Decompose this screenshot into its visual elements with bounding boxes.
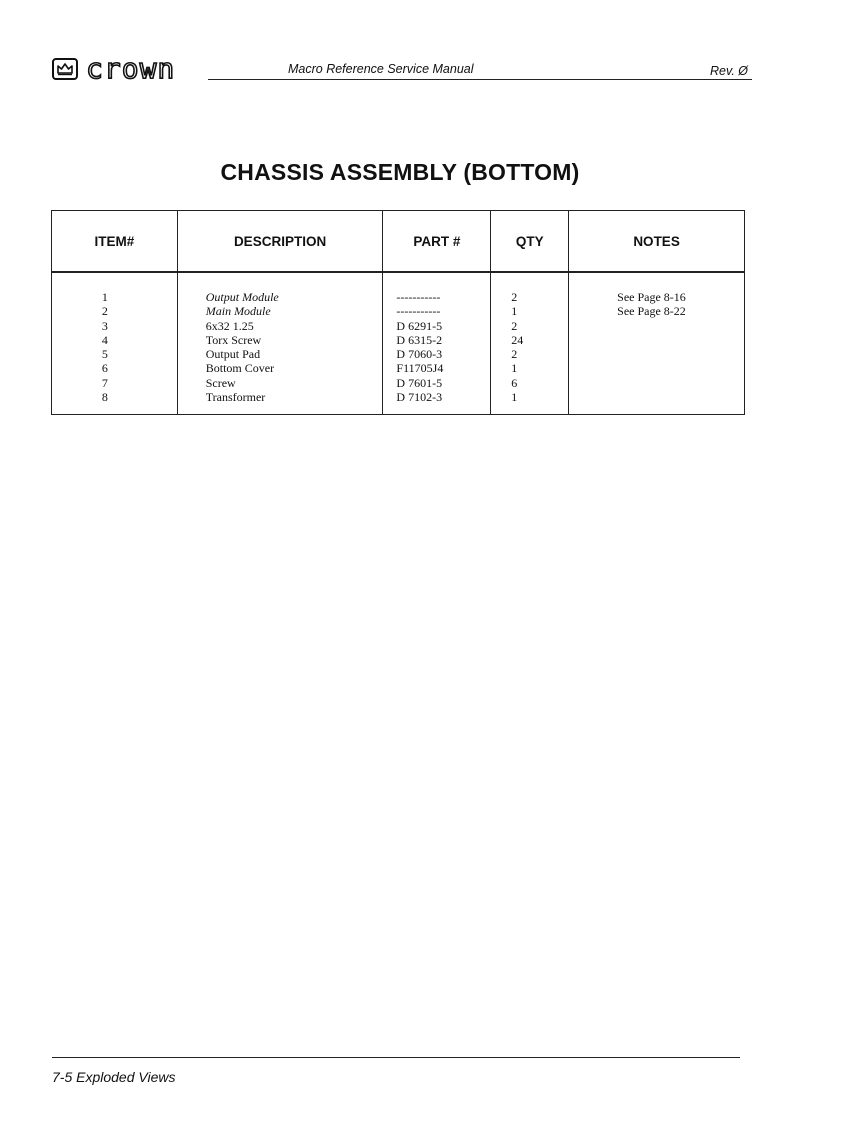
notes-cell <box>617 319 743 333</box>
part-cell: D 6315-2 <box>396 332 443 347</box>
table-header-row <box>52 211 745 273</box>
description-cell: 6x32 1.25 <box>205 318 254 333</box>
description-cell: Output Pad <box>205 347 261 362</box>
qty-cell: 2 <box>511 347 518 362</box>
qty-column <box>491 272 569 415</box>
item-cell: 4 <box>101 332 108 347</box>
description-column <box>177 272 383 415</box>
crown-logo <box>52 52 176 85</box>
qty-cell: 1 <box>511 361 518 376</box>
footer-section-label: 7-5 Exploded Views <box>52 1069 176 1085</box>
logo-wordmark: crown <box>86 52 176 85</box>
table-body <box>52 272 745 415</box>
qty-cell: 2 <box>511 318 518 333</box>
notes-column <box>569 272 745 415</box>
part-cell: ----------- <box>396 290 441 304</box>
description-cell: Main Module <box>205 304 271 319</box>
column-header-description: DESCRIPTION <box>177 211 383 273</box>
footer-rule <box>52 1057 740 1058</box>
item-cell: 6 <box>101 361 108 376</box>
item-column <box>52 272 178 415</box>
item-cell: 7 <box>101 375 108 390</box>
qty-cell: 1 <box>511 304 518 319</box>
description-cell: Screw <box>205 375 236 390</box>
part-cell: D 7601-5 <box>396 375 443 390</box>
manual-title: Macro Reference Service Manual <box>288 62 474 76</box>
notes-cell: See Page 8-16 <box>617 290 686 304</box>
crown-icon <box>52 58 78 80</box>
notes-cell <box>617 376 743 390</box>
description-cell: Bottom Cover <box>205 361 275 376</box>
item-cell: 8 <box>101 390 108 405</box>
description-cell: Torx Screw <box>205 332 262 347</box>
qty-cell: 1 <box>511 390 518 405</box>
column-header-notes: NOTES <box>569 211 745 273</box>
revision-label: Rev. Ø <box>710 64 748 78</box>
parts-table <box>51 210 745 415</box>
page-title: CHASSIS ASSEMBLY (BOTTOM) <box>220 159 580 185</box>
notes-cell: See Page 8-22 <box>617 304 686 319</box>
page-header <box>52 52 752 86</box>
qty-cell: 24 <box>511 332 524 347</box>
part-column <box>383 272 491 415</box>
part-cell: F11705J4 <box>396 361 444 376</box>
item-cell: 3 <box>101 318 108 333</box>
description-cell: Output Module <box>205 290 279 304</box>
part-cell: D 7060-3 <box>396 347 443 362</box>
column-header-qty: QTY <box>491 211 569 273</box>
item-cell: 2 <box>101 304 108 319</box>
column-header-item: ITEM# <box>52 211 178 273</box>
part-cell: D 6291-5 <box>396 318 443 333</box>
notes-cell <box>617 347 743 361</box>
part-cell: D 7102-3 <box>396 390 443 405</box>
qty-cell: 2 <box>511 290 518 304</box>
description-cell: Transformer <box>205 390 266 405</box>
item-cell: 5 <box>101 347 108 362</box>
item-cell: 1 <box>101 290 108 304</box>
notes-cell <box>617 361 743 375</box>
column-header-part: PART # <box>383 211 491 273</box>
notes-cell <box>617 333 743 347</box>
notes-cell <box>617 390 743 404</box>
part-cell: ----------- <box>396 304 441 319</box>
header-rule <box>208 79 752 80</box>
qty-cell: 6 <box>511 375 518 390</box>
